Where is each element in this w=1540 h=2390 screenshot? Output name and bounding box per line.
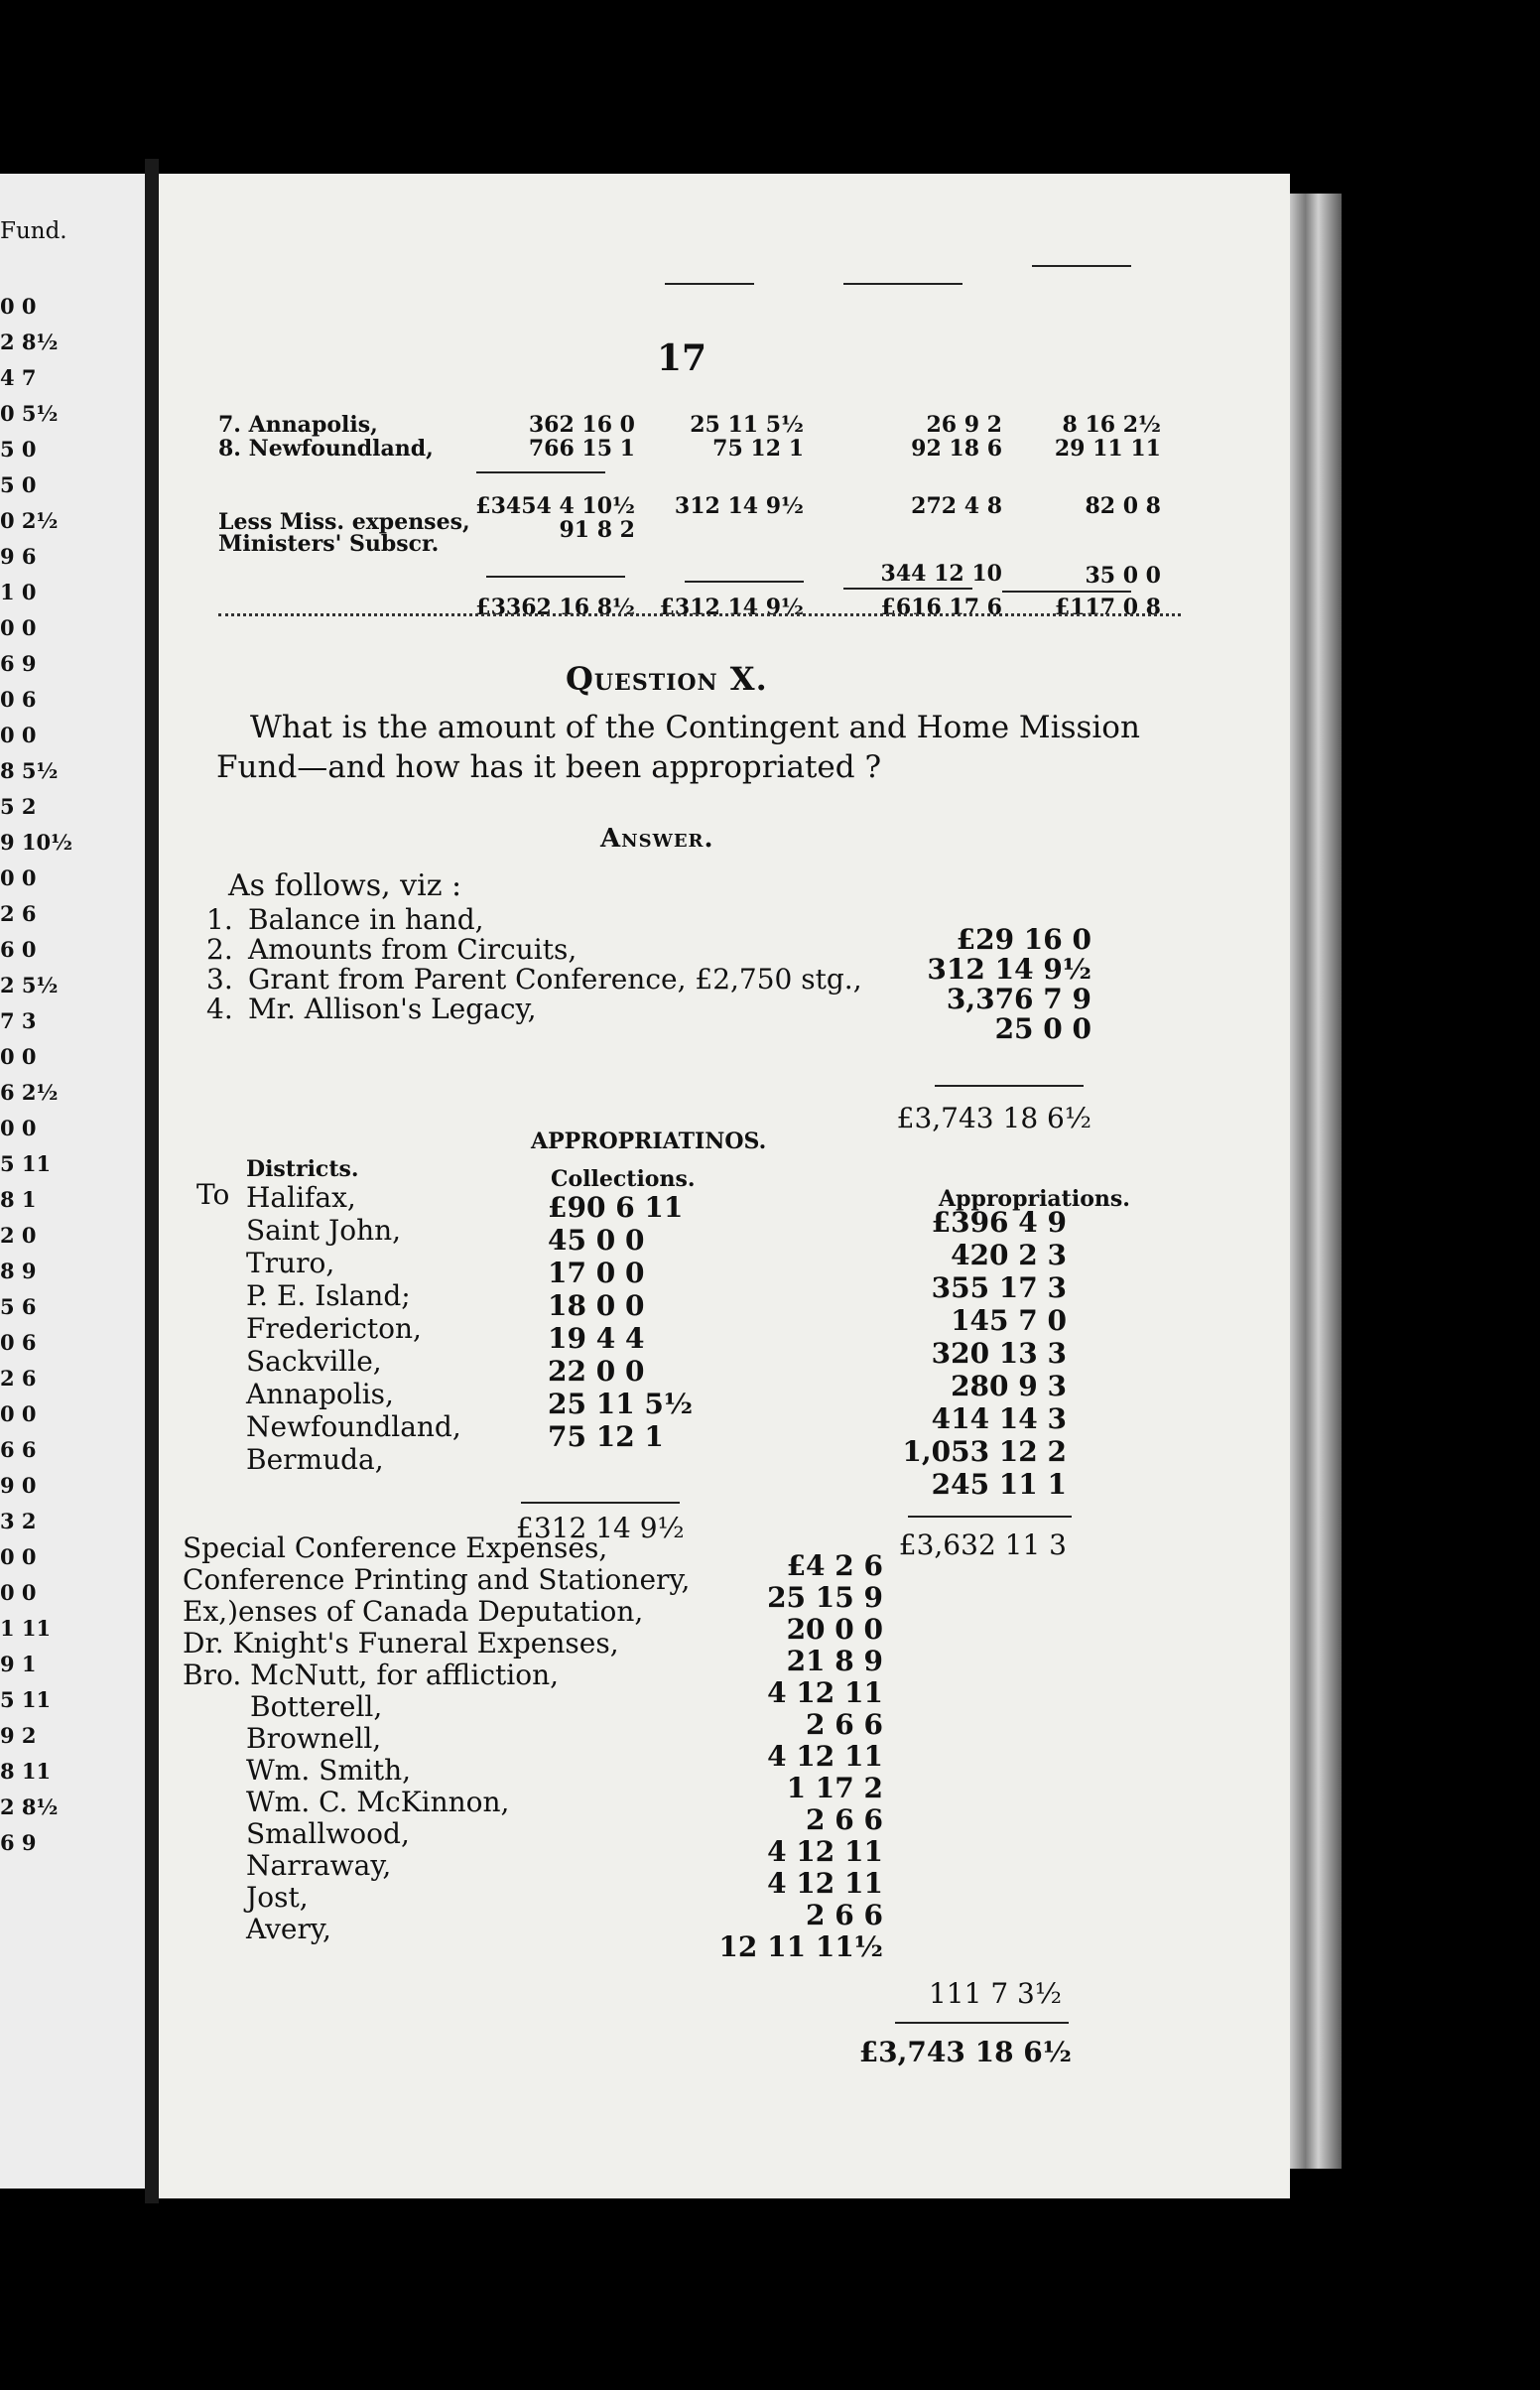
answer-heading: Answer. xyxy=(600,824,714,854)
district-appropriation: 355 17 3 xyxy=(931,1271,1067,1304)
left-page-text: 8 1 xyxy=(0,1187,37,1212)
left-page-text: 3 2 xyxy=(0,1509,37,1533)
collections-total: £312 14 9½ xyxy=(516,1512,685,1544)
expense-label: Jost, xyxy=(246,1881,309,1914)
left-page-text: 0 0 xyxy=(0,615,37,640)
receipt-amount: 312 14 9½ xyxy=(927,953,1091,986)
left-page-text: 4 7 xyxy=(0,365,37,390)
expense-amount: £4 2 6 xyxy=(786,1549,883,1582)
district-collection: 22 0 0 xyxy=(548,1355,645,1388)
receipt-amount: 3,376 7 9 xyxy=(946,983,1091,1015)
expense-amount: 21 8 9 xyxy=(786,1645,883,1677)
district-collection: £90 6 11 xyxy=(548,1191,684,1224)
top-table-rule xyxy=(1032,265,1131,267)
left-page-text: 7 3 xyxy=(0,1008,37,1033)
left-page-text: 8 11 xyxy=(0,1759,52,1784)
district-appropriation: 280 9 3 xyxy=(951,1370,1067,1402)
receipt-number: 3. xyxy=(206,963,233,996)
top-table-rule xyxy=(665,283,754,285)
left-page-text: 6 0 xyxy=(0,937,37,962)
question-line-2: Fund—and how has it been appropriated ? xyxy=(216,749,882,785)
top-table-rule xyxy=(843,283,962,285)
expense-label: Bro. McNutt, for affliction, xyxy=(183,1659,559,1691)
top-table-subtotal: 312 14 9½ xyxy=(674,493,804,519)
receipt-amount: 25 0 0 xyxy=(994,1012,1091,1045)
receipts-rule xyxy=(935,1085,1084,1087)
expense-label: Conference Printing and Stationery, xyxy=(183,1563,691,1596)
district-name: Truro, xyxy=(246,1247,335,1279)
left-page-text: 2 6 xyxy=(0,901,37,926)
left-page-text: 8 9 xyxy=(0,1259,37,1283)
expense-amount: 4 12 11 xyxy=(767,1676,883,1709)
grand-total-rule xyxy=(895,2022,1069,2024)
grand-total: £3,743 18 6½ xyxy=(858,2036,1072,2068)
left-page-text: 2 0 xyxy=(0,1223,37,1248)
left-page-text: 0 0 xyxy=(0,723,37,747)
expense-amount: 2 6 6 xyxy=(806,1803,883,1836)
question-heading: Question X. xyxy=(566,660,768,698)
dotted-rule xyxy=(218,613,1181,616)
district-collection: 19 4 4 xyxy=(548,1322,645,1355)
top-table-row-label: 7. Annapolis, xyxy=(218,412,378,438)
top-table-rule xyxy=(476,471,605,473)
expense-label: Brownell, xyxy=(246,1722,382,1755)
left-page-text: 0 0 xyxy=(0,1401,37,1426)
district-name: Bermuda, xyxy=(246,1443,384,1476)
receipt-number: 1. xyxy=(206,903,233,936)
top-table-cell: 75 12 1 xyxy=(712,436,804,462)
district-name: Halifax, xyxy=(246,1181,356,1214)
left-page-text: 0 6 xyxy=(0,687,37,712)
district-name: Fredericton, xyxy=(246,1312,422,1345)
expense-label: Narraway, xyxy=(246,1849,392,1882)
receipts-total: £3,743 18 6½ xyxy=(896,1102,1091,1134)
left-page-text: 0 2½ xyxy=(0,508,59,533)
left-page-text: 0 0 xyxy=(0,1116,37,1140)
less-label: Ministers' Subscr. xyxy=(218,531,440,557)
expense-label: Wm. C. McKinnon, xyxy=(246,1786,510,1818)
left-page-text: 0 0 xyxy=(0,865,37,890)
left-page-text: 6 6 xyxy=(0,1437,37,1462)
less-cell: 344 12 10 xyxy=(880,561,1002,587)
appropriations-total: £3,632 11 3 xyxy=(898,1528,1067,1561)
top-table-subtotal: 82 0 8 xyxy=(1085,493,1161,519)
collections-rule xyxy=(521,1502,680,1504)
left-page-text: 5 11 xyxy=(0,1687,52,1712)
district-appropriation: £396 4 9 xyxy=(931,1206,1067,1239)
receipt-label: Grant from Parent Conference, £2,750 stg., xyxy=(248,963,862,996)
top-table-rule xyxy=(685,581,804,583)
left-page-text: 1 11 xyxy=(0,1616,52,1641)
left-page-text: 9 6 xyxy=(0,544,37,569)
expense-amount: 4 12 11 xyxy=(767,1835,883,1868)
district-appropriation: 320 13 3 xyxy=(931,1337,1067,1370)
top-table-total: £616 17 6 xyxy=(880,595,1002,620)
left-page-text: Fund. xyxy=(0,218,67,244)
district-name: Sackville, xyxy=(246,1345,382,1378)
receipt-label: Mr. Allison's Legacy, xyxy=(248,993,537,1025)
top-table-rule xyxy=(486,576,625,578)
left-page-text: 5 2 xyxy=(0,794,37,819)
expense-amount: 4 12 11 xyxy=(767,1867,883,1900)
expense-amount: 4 12 11 xyxy=(767,1740,883,1773)
district-appropriation: 245 11 1 xyxy=(931,1468,1067,1501)
expense-label: Botterell, xyxy=(250,1690,383,1723)
top-table-cell: 362 16 0 xyxy=(528,412,635,438)
left-page-text: 5 6 xyxy=(0,1294,37,1319)
left-page-text: 9 10½ xyxy=(0,830,73,855)
district-name: Newfoundland, xyxy=(246,1410,461,1443)
top-table-cell: 766 15 1 xyxy=(528,436,635,462)
expense-label: Special Conference Expenses, xyxy=(183,1531,608,1564)
expense-label: Wm. Smith, xyxy=(246,1754,412,1787)
left-page-text: 5 0 xyxy=(0,472,37,497)
expenses-total: 111 7 3½ xyxy=(928,1977,1062,2010)
expense-amount: 1 17 2 xyxy=(786,1772,883,1804)
expense-amount: 12 11 11½ xyxy=(718,1930,883,1963)
appropriations-heading: APPROPRIATINOS. xyxy=(531,1129,767,1154)
district-collection: 17 0 0 xyxy=(548,1257,645,1289)
less-cell: 91 8 2 xyxy=(559,517,635,543)
expense-amount: 20 0 0 xyxy=(786,1613,883,1646)
district-collection: 25 11 5½ xyxy=(548,1388,694,1420)
left-page-text: 6 9 xyxy=(0,1830,37,1855)
district-name: Annapolis, xyxy=(246,1378,394,1410)
district-collection: 75 12 1 xyxy=(548,1420,664,1453)
book-gutter xyxy=(145,159,159,2203)
left-page-text: 5 11 xyxy=(0,1151,52,1176)
receipt-label: Balance in hand, xyxy=(248,903,484,936)
page-edge xyxy=(1290,194,1342,2169)
left-page-text: 0 5½ xyxy=(0,401,59,426)
top-table-total: £312 14 9½ xyxy=(659,595,804,620)
top-table-rule xyxy=(1002,591,1131,593)
question-line-1: What is the amount of the Contingent and Home Mission xyxy=(250,710,1140,745)
district-appropriation: 414 14 3 xyxy=(931,1402,1067,1435)
district-appropriation: 1,053 12 2 xyxy=(902,1435,1067,1468)
left-page-text: 2 8½ xyxy=(0,330,59,354)
page xyxy=(159,174,1290,2198)
district-collection: 45 0 0 xyxy=(548,1224,645,1257)
less-cell: 35 0 0 xyxy=(1085,563,1161,589)
district-name: Saint John, xyxy=(246,1214,402,1247)
left-page-text: 0 0 xyxy=(0,1544,37,1569)
col-collections: Collections. xyxy=(551,1166,696,1192)
top-table-cell: 25 11 5½ xyxy=(690,412,804,438)
top-table-cell: 92 18 6 xyxy=(911,436,1002,462)
left-page-text: 9 2 xyxy=(0,1723,37,1748)
top-table-subtotal: 272 4 8 xyxy=(911,493,1002,519)
district-collection: 18 0 0 xyxy=(548,1289,645,1322)
expense-label: Dr. Knight's Funeral Expenses, xyxy=(183,1627,619,1660)
expense-amount: 2 6 6 xyxy=(806,1708,883,1741)
left-page-text: 8 5½ xyxy=(0,758,59,783)
col-districts: Districts. xyxy=(246,1156,359,1182)
col-appropriations: Appropriations. xyxy=(939,1186,1130,1212)
top-table-subtotal: £3454 4 10½ xyxy=(475,493,635,519)
page-number: 17 xyxy=(657,337,707,379)
left-page-text: 6 9 xyxy=(0,651,37,676)
left-page-text: 9 1 xyxy=(0,1652,37,1676)
as-follows: As follows, viz : xyxy=(228,868,462,903)
receipt-label: Amounts from Circuits, xyxy=(248,933,578,966)
top-table-cell: 29 11 11 xyxy=(1054,436,1161,462)
left-page-text: 1 0 xyxy=(0,580,37,604)
district-appropriation: 145 7 0 xyxy=(951,1304,1067,1337)
expense-amount: 25 15 9 xyxy=(767,1581,883,1614)
top-table-row-label: 8. Newfoundland, xyxy=(218,436,434,462)
top-table-cell: 8 16 2½ xyxy=(1062,412,1161,438)
less-label: Less Miss. expenses, xyxy=(218,509,470,535)
expense-label: Avery, xyxy=(246,1913,331,1945)
left-page-text: 2 6 xyxy=(0,1366,37,1391)
left-page-text: 0 0 xyxy=(0,294,37,319)
left-page-text: 6 2½ xyxy=(0,1080,59,1105)
district-name: P. E. Island; xyxy=(246,1279,411,1312)
left-page-text: 0 6 xyxy=(0,1330,37,1355)
district-appropriation: 420 2 3 xyxy=(951,1239,1067,1271)
receipt-number: 4. xyxy=(206,993,233,1025)
expense-label: Ex,)enses of Canada Deputation, xyxy=(183,1595,644,1628)
appropriations-rule xyxy=(908,1516,1072,1518)
left-page-text: 9 0 xyxy=(0,1473,37,1498)
top-table-total: £3362 16 8½ xyxy=(475,595,635,620)
receipt-amount: £29 16 0 xyxy=(956,923,1091,956)
left-page-text: 0 0 xyxy=(0,1580,37,1605)
expense-label: Smallwood, xyxy=(246,1817,410,1850)
receipt-number: 2. xyxy=(206,933,233,966)
top-table-cell: 26 9 2 xyxy=(926,412,1002,438)
to-word: To xyxy=(196,1178,230,1211)
left-page-text: 2 5½ xyxy=(0,973,59,997)
left-page-text: 2 8½ xyxy=(0,1794,59,1819)
left-page-text: 5 0 xyxy=(0,437,37,462)
top-table-total: £117 0 8 xyxy=(1054,595,1161,620)
left-page-fragment xyxy=(0,174,145,2189)
top-table-rule xyxy=(843,588,972,590)
left-page-text: 0 0 xyxy=(0,1044,37,1069)
expense-amount: 2 6 6 xyxy=(806,1899,883,1931)
